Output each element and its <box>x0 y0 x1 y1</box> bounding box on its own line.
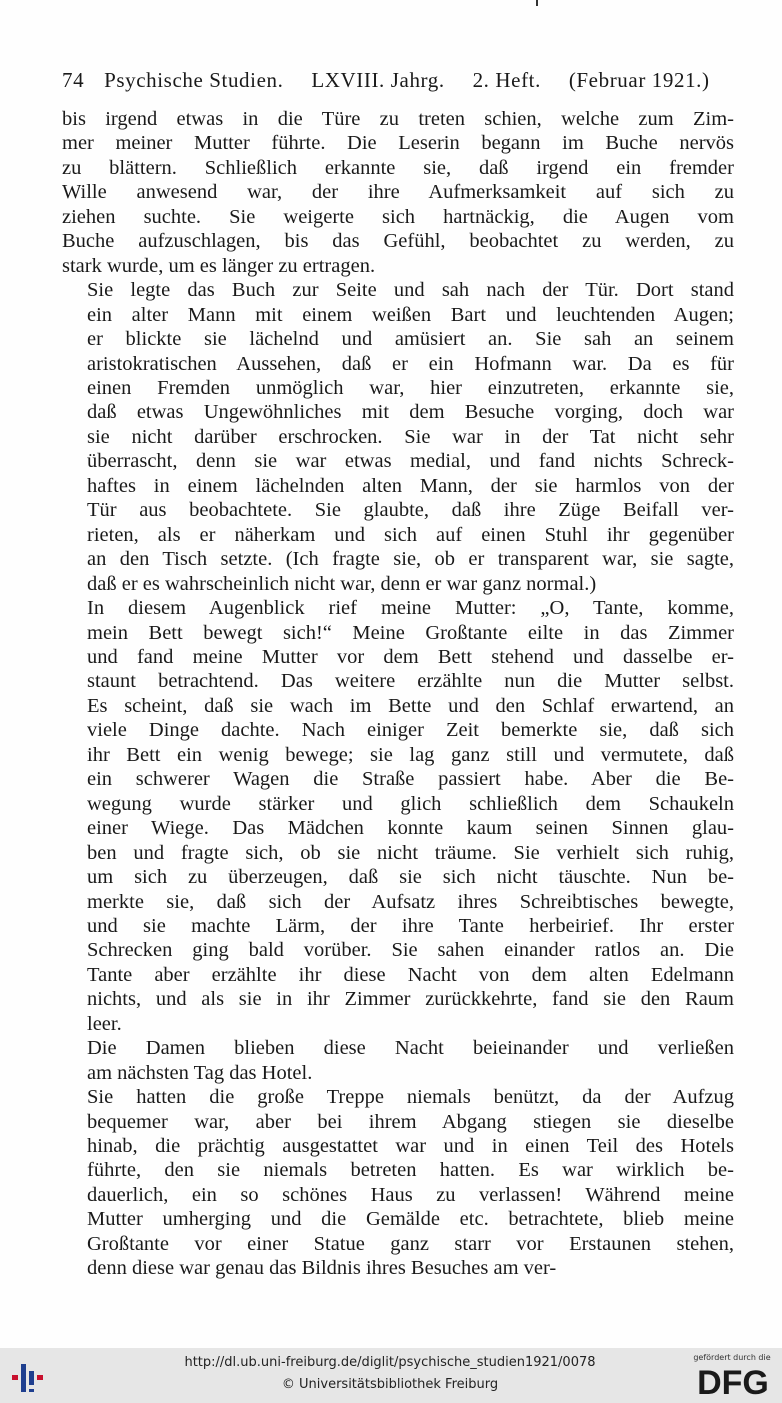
funder-caption: gefördert durch die <box>693 1353 771 1362</box>
text-line: ein schwerer Wagen die Straße passiert habe. Aber die Be- <box>87 768 734 791</box>
dfg-logo-text: DFG <box>697 1365 769 1397</box>
text-line: Buche aufzuschlagen, bis das Gefühl, beobachtet zu werden, zu <box>62 230 734 253</box>
paragraph <box>62 1085 734 1281</box>
text-line: zu blättern. Schließlich erkannte sie, daß irgend ein fremder <box>62 156 734 179</box>
text-line: mer meiner Mutter führte. Die Leserin begann im Buche nervös <box>62 132 734 155</box>
text-line: einer Wiege. Das Mädchen konnte kaum seinen Sinnen glau- <box>87 817 734 840</box>
paragraph <box>62 1036 734 1085</box>
text-line: am nächsten Tag das Hotel. <box>87 1061 313 1084</box>
text-line: stark wurde, um es länger zu ertragen. <box>62 254 376 277</box>
text-line: Die Damen blieben diese Nacht beieinander und verließen <box>87 1037 734 1060</box>
text-line: ben und fragte sich, ob sie nicht träume. Sie verhielt sich ruhig, <box>87 841 734 864</box>
source-url-link[interactable]: http://dl.ub.uni-freiburg.de/diglit/psychische_studien1921/0078 <box>184 1355 596 1370</box>
text-line: bequemer war, aber bei ihrem Abgang stiegen sie dieselbe <box>87 1110 734 1133</box>
text-line: rieten, als er näherkam und sich auf einen Stuhl ihr gegenüber <box>87 523 734 546</box>
text-line: ihr Bett ein wenig bewege; sie lag ganz still und vermutete, daß <box>87 743 734 766</box>
text-line: Tür aus beobachtete. Sie glaubte, daß ihre Züge Beifall ver- <box>87 499 734 522</box>
text-line: Schrecken ging bald vorüber. Sie sahen einander ratlos an. Die <box>87 939 734 962</box>
text-line: merkte sie, daß sich der Aufsatz ihres Schreibtisches bewegte, <box>87 890 734 913</box>
text-line: mein Bett bewegt sich!“ Meine Großtante eilte in das Zimmer <box>87 621 734 644</box>
issue-label: 2. Heft. <box>472 68 541 92</box>
text-line: In diesem Augenblick rief meine Mutter: „O, Tante, komme, <box>87 597 734 620</box>
issue-date: (Februar 1921.) <box>568 68 710 92</box>
volume-label: LXVIII. Jahrg. <box>311 68 445 92</box>
running-header <box>62 68 734 98</box>
text-line: sie nicht darüber erschrocken. Sie war in der Tat nicht sehr <box>87 425 734 448</box>
text-line: ein alter Mann mit einem weißen Bart und leuchtenden Augen; <box>87 303 734 326</box>
text-line: denn diese war genau das Bildnis ihres Besuches am ver- <box>87 1257 557 1280</box>
text-line: führte, den sie niemals betreten hatten. Es war wirklich be- <box>87 1159 734 1182</box>
dfg-logo-block[interactable] <box>688 1353 776 1399</box>
paragraph <box>62 107 734 278</box>
text-line: Großtante vor einer Statue ganz starr vor Erstaunen stehen, <box>87 1232 734 1255</box>
text-line: Sie hatten die große Treppe niemals benützt, da der Aufzug <box>87 1086 734 1109</box>
text-line: überrascht, denn sie war etwas medial, und fand nichts Schreck- <box>87 450 734 473</box>
text-line: Wille anwesend war, der ihre Aufmerksamkeit auf sich zu <box>62 181 734 204</box>
text-line: haftes in einem lächelnden alten Mann, der sie harmlos von der <box>87 474 734 497</box>
text-line: wegung wurde stärker und glich schließlich dem Schaukeln <box>87 792 734 815</box>
scan-mark <box>536 0 538 6</box>
text-line: viele Dinge dachte. Nach einiger Zeit bemerkte sie, daß sich <box>87 719 734 742</box>
text-line: Sie legte das Buch zur Seite und sah nach der Tür. Dort stand <box>87 279 734 302</box>
text-line: leer. <box>87 1012 122 1035</box>
text-line: an den Tisch setzte. (Ich fragte sie, ob er transparent war, sie sagte, <box>87 548 734 571</box>
journal-title: Psychische Studien. <box>104 68 284 92</box>
text-line: hinab, die prächtig ausgestattet war und in einen Teil des Hotels <box>87 1135 734 1158</box>
paragraph <box>62 278 734 596</box>
text-line: Es scheint, daß sie wach im Bette und den Schlaf erwartend, an <box>87 694 734 717</box>
text-line: dauerlich, ein so schönes Haus zu verlassen! Während meine <box>87 1183 734 1206</box>
text-line: daß er es wahrscheinlich nicht war, denn er war ganz normal.) <box>87 572 597 595</box>
text-line: aristokratischen Aussehen, daß er ein Hofmann war. Da es für <box>87 352 734 375</box>
text-line: und fand meine Mutter vor dem Bett stehend und dasselbe er- <box>87 645 734 668</box>
text-line: bis irgend etwas in die Türe zu treten schien, welche zum Zim- <box>62 108 734 130</box>
ub-freiburg-logo-icon[interactable] <box>10 1358 50 1398</box>
footer-bar <box>0 1348 782 1403</box>
text-line: er blickte sie lächelnd und amüsiert an. Sie sah an seinem <box>87 328 734 351</box>
page-number: 74 <box>62 68 85 92</box>
text-line: Tante aber erzählte ihr diese Nacht von dem alten Edelmann <box>87 963 734 986</box>
text-line: ziehen suchte. Sie weigerte sich hartnäckig, die Augen vom <box>62 205 734 228</box>
paragraph <box>62 596 734 1036</box>
body-text <box>62 107 734 1281</box>
text-line: staunt betrachtend. Das weitere erzählte nun die Mutter selbst. <box>87 670 734 693</box>
text-line: einen Fremden unmöglich war, hier einzutreten, erkannte sie, <box>87 376 734 399</box>
text-line: Mutter umherging und die Gemälde etc. betrachtete, blieb meine <box>87 1208 734 1231</box>
text-line: nichts, und als sie in ihr Zimmer zurückkehrte, fand sie den Raum <box>87 988 734 1011</box>
text-line: und sie machte Lärm, der ihre Tante herbeirief. Ihr erster <box>87 914 734 937</box>
text-line: um sich zu überzeugen, daß sie sich nicht täuschte. Nun be- <box>87 866 734 889</box>
copyright-notice: © Universitätsbibliothek Freiburg <box>281 1377 499 1392</box>
text-line: daß etwas Ungewöhnliches mit dem Besuche vorging, doch war <box>87 401 734 424</box>
dfg-logo-icon <box>692 1365 774 1397</box>
